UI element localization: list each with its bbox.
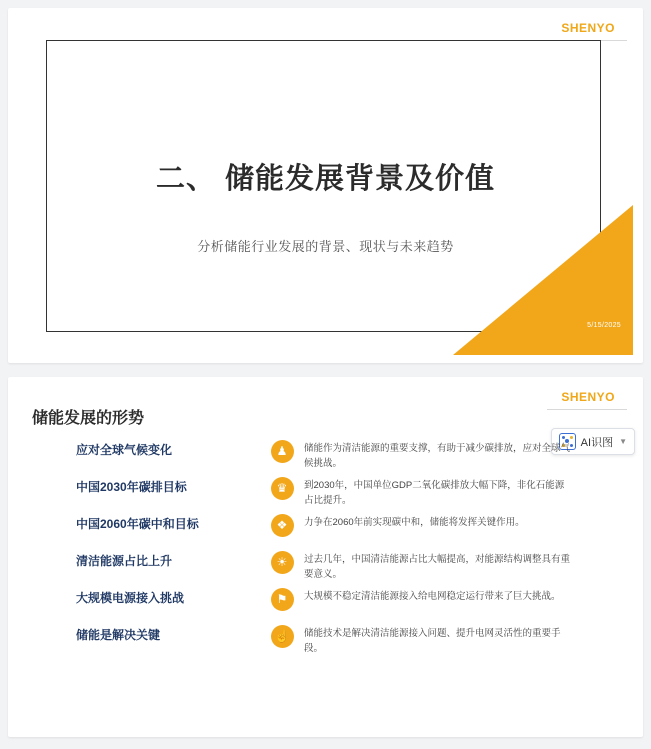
icon-glyph: ☀ [271, 551, 294, 574]
icon-glyph: ☝ [271, 625, 294, 648]
page-subtitle: 分析储能行业发展的背景、现状与未来趋势 [197, 239, 454, 254]
ribbon-icon [260, 587, 304, 611]
list-item-text: 到2030年，中国单位GDP二氧化碳排放大幅下降，非化石能源占比提升。 [304, 480, 565, 506]
list-item-text: 力争在2060年前实现碳中和，储能将发挥关键作用。 [304, 517, 525, 528]
slide-date: 5/15/2025 [587, 322, 621, 329]
list-item-label: 中国2060年碳中和目标 [76, 517, 199, 531]
icon-glyph: ♟ [271, 440, 294, 463]
list-item-text: 大规模不稳定清洁能源接入给电网稳定运行带来了巨大挑战。 [304, 591, 561, 602]
list-item [8, 476, 643, 513]
icon-glyph: ♛ [271, 477, 294, 500]
icon-glyph: ❖ [271, 514, 294, 537]
list-item-label: 应对全球气候变化 [76, 443, 173, 457]
page-title: 二、 储能发展背景及价值 [155, 163, 496, 195]
chevron-down-icon[interactable]: ▼ [619, 437, 627, 446]
icon-glyph: ⚑ [271, 588, 294, 611]
list-item-text: 储能作为清洁能源的重要支撑，有助于减少碳排放，应对全球气候挑战。 [304, 443, 571, 469]
person-award-icon [260, 439, 304, 463]
list-item [8, 550, 643, 587]
list-item [8, 513, 643, 550]
list-item [8, 587, 643, 624]
slide-content[interactable] [8, 377, 643, 737]
ai-recognize-label: AI识图 [580, 436, 614, 449]
list-item-text: 储能技术是解决清洁能源接入问题、提升电网灵活性的重要手段。 [304, 628, 561, 654]
feature-list [8, 439, 643, 661]
list-item [8, 624, 643, 661]
list-item [8, 439, 643, 476]
trophy-icon [260, 476, 304, 500]
section-title: 储能发展的形势 [32, 410, 145, 427]
list-item-text: 过去几年，中国清洁能源占比大幅提高，对能源结构调整具有重要意义。 [304, 554, 571, 580]
list-item-label: 储能是解决关键 [76, 628, 161, 642]
brand-logo: SHENYO [561, 21, 615, 35]
accent-triangle [453, 205, 633, 355]
list-item-label: 大规模电源接入挑战 [76, 591, 185, 605]
brand-logo: SHENYO [561, 390, 615, 404]
slide-cover[interactable] [8, 8, 643, 363]
tag-icon [260, 513, 304, 537]
sun-icon [260, 550, 304, 574]
list-item-label: 中国2030年碳排目标 [76, 480, 187, 494]
thumbs-up-icon [260, 624, 304, 648]
header-divider [547, 409, 627, 410]
list-item-label: 清洁能源占比上升 [76, 554, 173, 568]
